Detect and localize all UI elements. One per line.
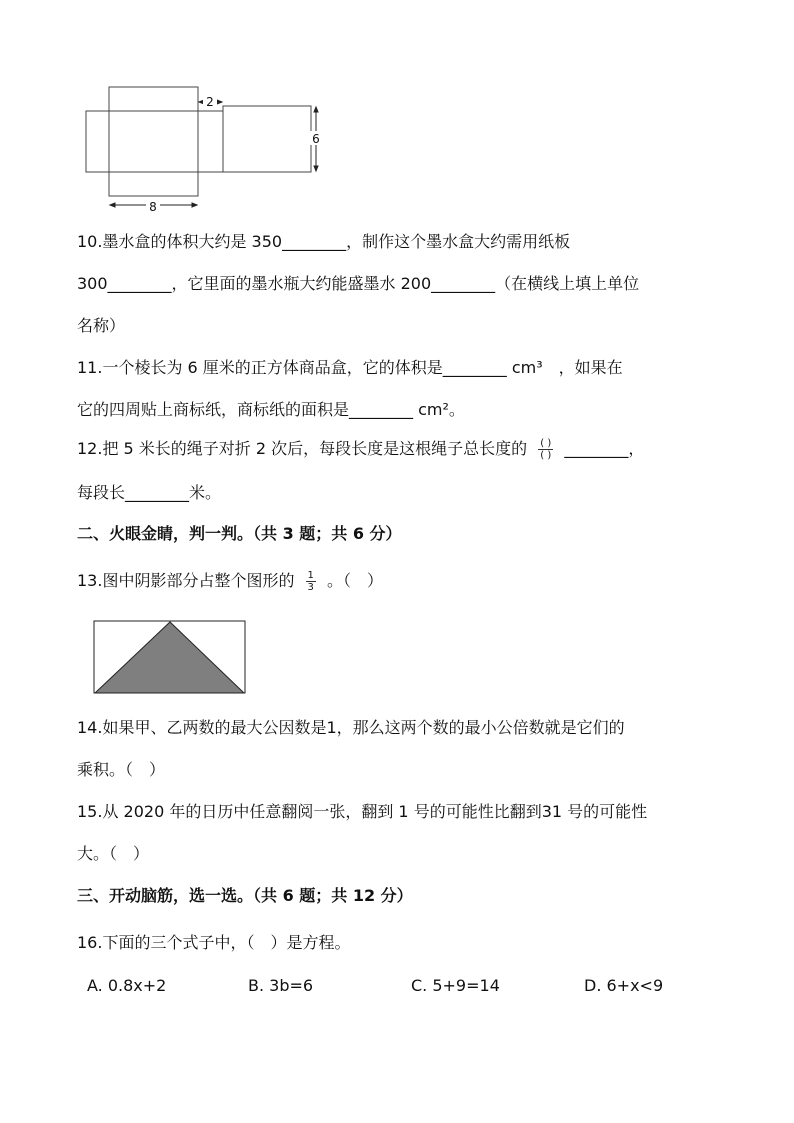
dim-label-top: 2: [206, 95, 214, 109]
q12-text-a: 12.把 5 米长的绳子对折 2 次后，每段长度是这根绳子总长度的: [77, 439, 528, 458]
q13-text-b: 。（ ）: [327, 571, 384, 590]
q13-frac-num: 1: [307, 570, 314, 581]
q16-option-d: D. 6+x<9: [584, 976, 664, 995]
shaded-triangle-figure: [90, 618, 250, 698]
q13-fraction: [306, 570, 316, 593]
q11-line2: 它的四周贴上商标纸，商标纸的面积是________ cm²。: [77, 400, 465, 419]
q10-line3: 名称）: [77, 316, 126, 335]
q13-frac-den: 3: [307, 582, 314, 593]
q15-line2: 大。（ ）: [77, 844, 150, 863]
q16-option-a: A. 0.8x+2: [87, 976, 167, 995]
q10-line1: 10.墨水盒的体积大约是 350________，制作这个墨水盒大约需用纸板: [77, 232, 571, 251]
cuboid-net-figure: [0, 0, 794, 230]
q16-option-c: C. 5+9=14: [411, 976, 500, 995]
q12-frac-num: ( ): [540, 438, 552, 449]
dim-label-right: 6: [312, 132, 320, 146]
q12-line2: 每段长________米。: [77, 483, 222, 502]
q11-line1: 11.一个棱长为 6 厘米的正方体商品盒，它的体积是________ cm³ ，如果在: [77, 358, 623, 377]
q10-line2: 300________，它里面的墨水瓶大约能盛墨水 200________（在横线上填上单位: [77, 274, 640, 293]
q14-line2: 乘积。（ ）: [77, 760, 166, 779]
q12-text-b: ________，: [564, 439, 645, 458]
q16-stem: 16.下面的三个式子中，（ ）是方程。: [77, 933, 351, 952]
q13-line: [77, 570, 383, 593]
q14-line1: 14.如果甲、乙两数的最大公因数是1，那么这两个数的最小公倍数就是它们的: [77, 718, 625, 737]
q16-option-b: B. 3b=6: [248, 976, 314, 995]
q12-line1: [77, 438, 644, 461]
section2-title: 二、火眼金睛，判一判。（共 3 题；共 6 分）: [77, 524, 402, 543]
q15-line1: 15.从 2020 年的日历中任意翻阅一张，翻到 1 号的可能性比翻到31 号的可能性: [77, 802, 648, 821]
q13-text-a: 13.图中阴影部分占整个图形的: [77, 571, 295, 590]
dim-label-bottom: 8: [149, 200, 157, 214]
q12-fraction: [538, 438, 553, 461]
q12-frac-den: ( ): [540, 450, 552, 461]
section3-title: 三、开动脑筋，选一选。（共 6 题；共 12 分）: [77, 886, 413, 905]
